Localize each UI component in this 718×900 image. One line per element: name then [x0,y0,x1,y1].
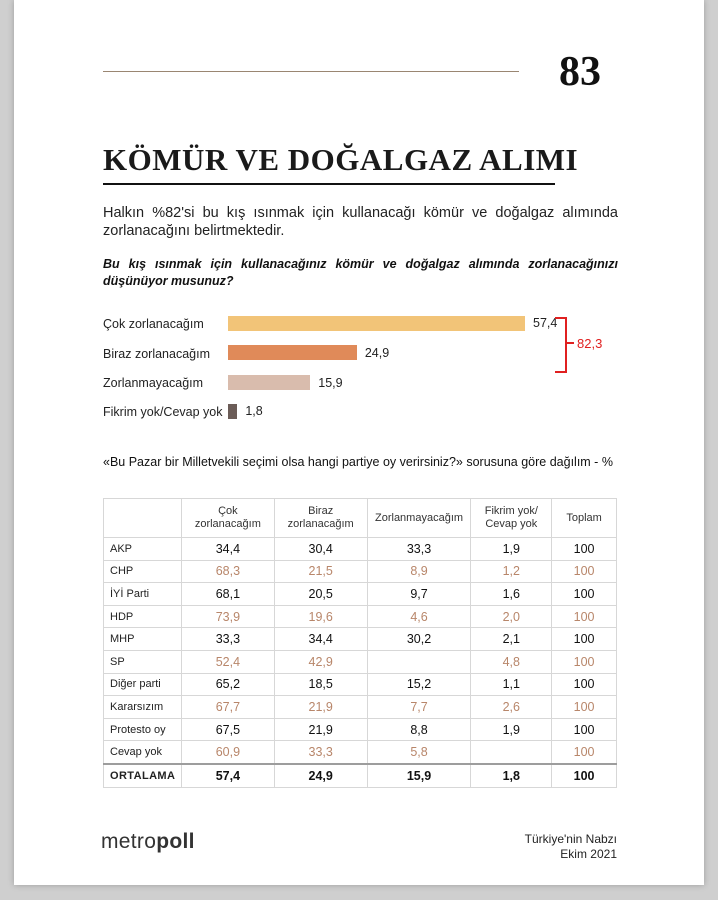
value-cell: 100 [552,583,617,606]
value-cell: 30,2 [367,628,471,651]
table-header-cell: Biraz zorlanacağım [274,499,367,538]
value-cell: 33,3 [181,628,274,651]
table-header-cell: Fikrim yok/ Cevap yok [471,499,552,538]
average-value-cell: 24,9 [274,764,367,787]
metropoll-logo [101,830,195,854]
table-row [104,650,617,673]
bar-value-label: 24,9 [364,346,390,360]
bar-value-label: 15,9 [318,376,343,390]
average-label-cell: ORTALAMA [104,764,182,787]
table-row [104,628,617,651]
table-header-cell: Zorlanmayacağım [367,499,471,538]
value-cell: 73,9 [181,605,274,628]
value-cell: 33,3 [367,538,471,561]
table-row [104,696,617,719]
value-cell: 1,9 [471,538,552,561]
value-cell: 5,8 [367,741,471,764]
value-cell: 4,8 [471,650,552,673]
bar-value-label: 1,8 [245,404,263,418]
value-cell: 100 [552,650,617,673]
bar-label: Zorlanmayacağım [103,376,204,390]
value-cell: 30,4 [274,538,367,561]
value-cell: 34,4 [274,628,367,651]
table-row [104,583,617,606]
value-cell: 1,6 [471,583,552,606]
party-name-cell: AKP [104,538,182,561]
table-header-cell: Çok zorlanacağım [181,499,274,538]
party-name-cell: Protesto oy [104,718,182,741]
value-cell [471,741,552,764]
bar-label: Çok zorlanacağım [103,317,204,331]
table-caption: «Bu Pazar bir Milletvekili seçimi olsa hangi partiye oy verirsiniz?» sorusuna göre dağılım - % [103,455,613,469]
bracket-total-label: 82,3 [577,336,603,351]
value-cell: 100 [552,628,617,651]
party-table [103,498,617,788]
party-name-cell: Cevap yok [104,741,182,764]
value-cell: 20,5 [274,583,367,606]
value-cell: 52,4 [181,650,274,673]
value-cell: 100 [552,673,617,696]
bar [228,404,237,419]
value-cell [367,650,471,673]
bar [228,375,310,390]
value-cell: 19,6 [274,605,367,628]
value-cell: 21,5 [274,560,367,583]
value-cell: 67,7 [181,696,274,719]
table-header-cell [104,499,182,538]
value-cell: 65,2 [181,673,274,696]
party-name-cell: CHP [104,560,182,583]
value-cell: 100 [552,741,617,764]
footer-line-1: Türkiye'nin Nabzı [524,832,617,846]
header-rule [103,71,519,72]
footer-line-2: Ekim 2021 [560,847,617,861]
value-cell: 67,5 [181,718,274,741]
table-header-row [104,499,617,538]
value-cell: 68,3 [181,560,274,583]
value-cell: 42,9 [274,650,367,673]
average-value-cell: 15,9 [367,764,471,787]
value-cell: 7,7 [367,696,471,719]
value-cell: 8,8 [367,718,471,741]
value-cell: 100 [552,560,617,583]
bracket-tick [567,342,574,344]
party-name-cell: Diğer parti [104,673,182,696]
bracket-marker [555,317,567,373]
table-row [104,718,617,741]
footer [525,832,617,862]
average-value-cell: 1,8 [471,764,552,787]
report-page [14,0,704,885]
value-cell: 1,2 [471,560,552,583]
party-name-cell: HDP [104,605,182,628]
table-row [104,538,617,561]
value-cell: 2,0 [471,605,552,628]
logo-part-1: metro [101,830,157,853]
value-cell: 18,5 [274,673,367,696]
value-cell: 1,1 [471,673,552,696]
table-row [104,741,617,764]
bar [228,316,525,331]
party-name-cell: Kararsızım [104,696,182,719]
bar [228,345,357,360]
value-cell: 100 [552,718,617,741]
bar-label: Fikrim yok/Cevap yok [103,405,223,419]
page-title: KÖMÜR VE DOĞALGAZ ALIMI [103,142,579,177]
value-cell: 8,9 [367,560,471,583]
intro-paragraph: Halkın %82'si bu kış ısınmak için kullanacağı kömür ve doğalgaz alımında zorlanacağını belirtmektedir. [103,205,618,239]
value-cell: 1,9 [471,718,552,741]
value-cell: 4,6 [367,605,471,628]
value-cell: 21,9 [274,718,367,741]
survey-question: Bu kış ısınmak için kullanacağınız kömür ve doğalgaz alımında zorlanacağınızı düşünüyor musunuz? [103,257,618,288]
value-cell: 9,7 [367,583,471,606]
value-cell: 100 [552,696,617,719]
table-row [104,560,617,583]
value-cell: 60,9 [181,741,274,764]
value-cell: 34,4 [181,538,274,561]
value-cell: 100 [552,605,617,628]
value-cell: 15,2 [367,673,471,696]
table-row [104,673,617,696]
table-row [104,605,617,628]
value-cell: 33,3 [274,741,367,764]
bar-label: Biraz zorlanacağım [103,347,210,361]
party-name-cell: İYİ Parti [104,583,182,606]
party-name-cell: MHP [104,628,182,651]
logo-part-2: poll [156,830,195,853]
value-cell: 68,1 [181,583,274,606]
value-cell: 2,6 [471,696,552,719]
party-name-cell: SP [104,650,182,673]
average-value-cell: 57,4 [181,764,274,787]
bar-value-label: 57,4 [533,316,558,330]
value-cell: 2,1 [471,628,552,651]
average-value-cell: 100 [552,764,617,787]
page-number: 83 [559,49,601,95]
table-body [104,538,617,788]
average-row [104,764,617,787]
value-cell: 100 [552,538,617,561]
value-cell: 21,9 [274,696,367,719]
table-header-cell: Toplam [552,499,617,538]
title-underline [103,183,555,185]
